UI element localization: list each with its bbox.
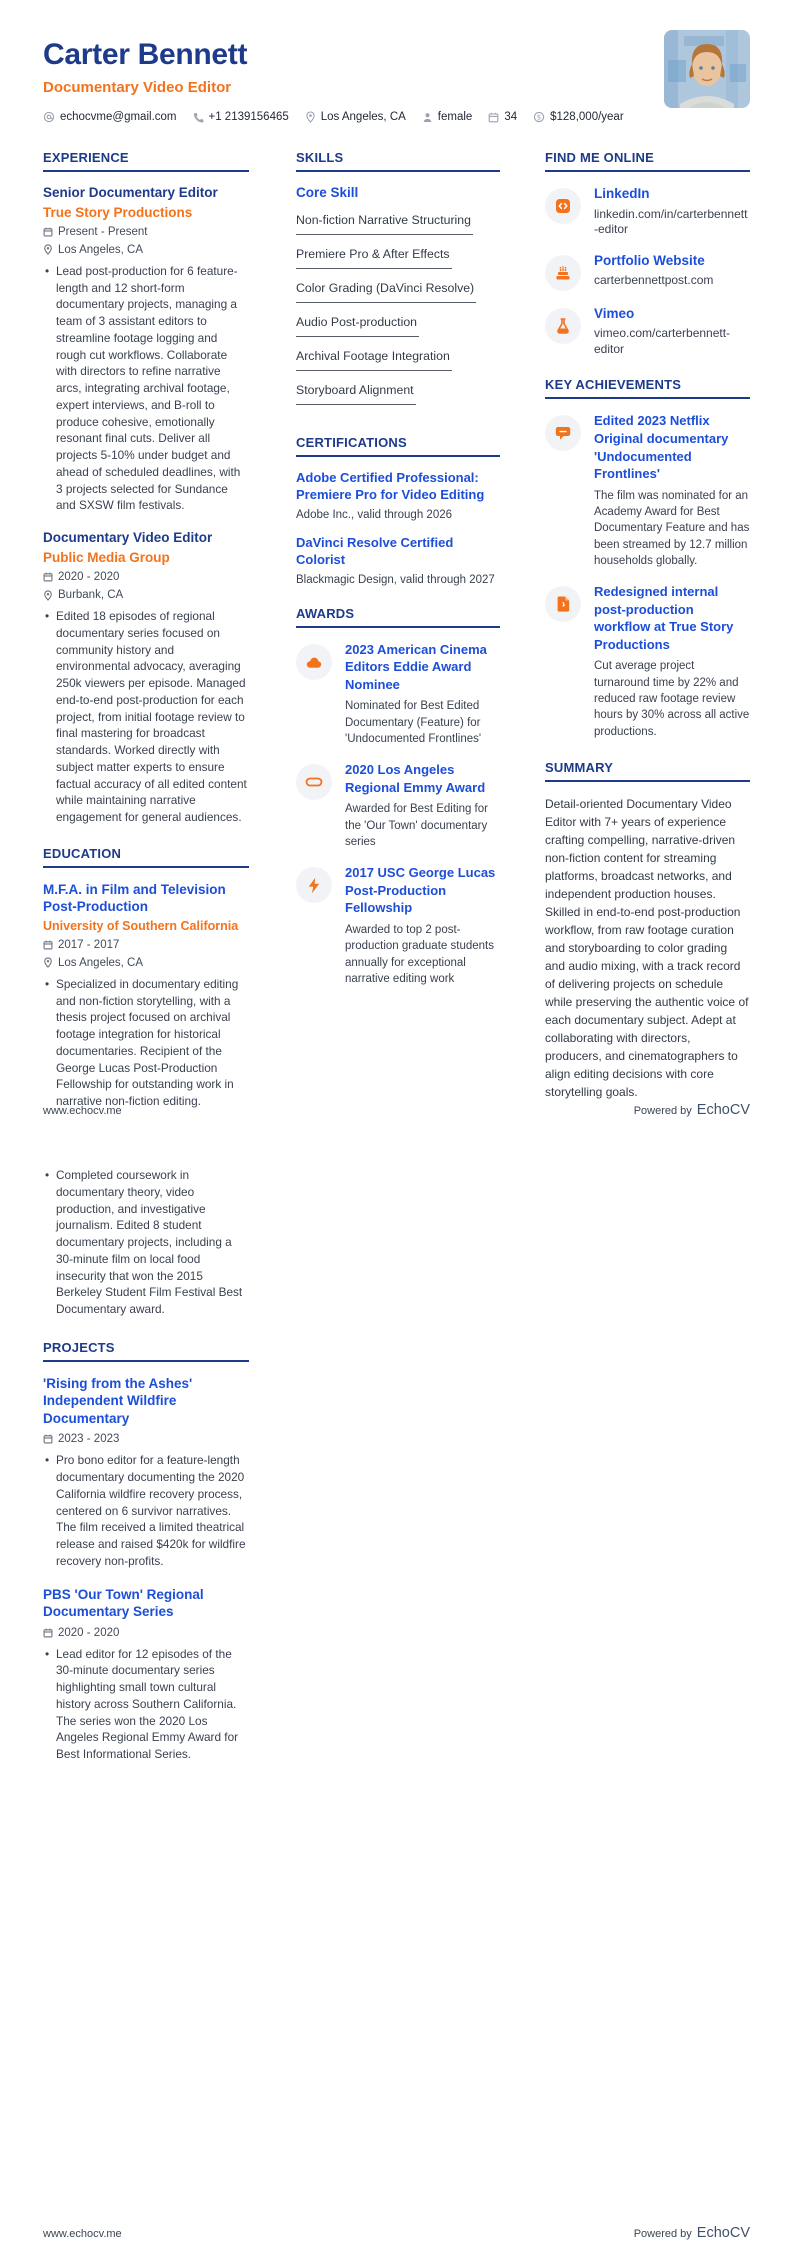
project-entry	[43, 1586, 249, 1763]
award-name: 2020 Los Angeles Regional Emmy Award	[345, 762, 486, 795]
education-bullet: • Specialized in documentary editing and non-fiction storytelling, with a thesis project focused on archival footage integration for historical documentaries. Recipient of the George Lucas Post-Production Fellowship for outstanding work in narrative non-fiction editing.	[43, 976, 249, 1110]
footer-site-link[interactable]: www.echocv.me	[43, 1105, 122, 1117]
certification-entry	[296, 535, 500, 586]
left-column-page-2	[43, 1167, 249, 1783]
profile-url[interactable]: vimeo.com/carterbennett-editor	[594, 326, 731, 356]
skill-group-label: Core Skill	[296, 185, 359, 200]
project-dates: 2023 - 2023	[43, 1433, 249, 1445]
section-heading-find-me-online: FIND ME ONLINE	[545, 150, 750, 172]
calendar-icon	[43, 940, 53, 950]
location-pin-icon	[43, 590, 53, 601]
award-desc: Awarded to top 2 post-production graduate students annually for exceptional narrative editing work	[345, 923, 494, 985]
calendar-icon	[43, 572, 53, 582]
lightning-icon	[296, 867, 332, 903]
award-entry	[296, 864, 500, 987]
svg-text:$: $	[536, 113, 542, 122]
footer-powered-by: Powered by EchoCV	[633, 1102, 750, 1118]
calendar-icon	[43, 1628, 53, 1638]
skill-item: Color Grading (DaVinci Resolve)	[296, 281, 476, 303]
certification-name: DaVinci Resolve Certified Colorist	[296, 534, 454, 567]
pill-icon	[296, 764, 332, 800]
skill-item: Audio Post-production	[296, 315, 419, 337]
vimeo-flask-icon	[545, 308, 581, 344]
school-name: University of Southern California	[43, 918, 239, 933]
contact-age: 34	[488, 111, 517, 123]
certification-org: Adobe Inc., valid through 2026	[296, 508, 453, 521]
company-name: Public Media Group	[43, 550, 170, 565]
certification-org: Blackmagic Design, valid through 2027	[296, 573, 495, 586]
profile-url[interactable]: carterbennettpost.com	[594, 273, 714, 288]
education-entry	[43, 881, 249, 1110]
profile-url[interactable]: linkedin.com/in/carterbennett-editor	[594, 206, 748, 237]
education-dates: 2017 - 2017	[43, 939, 249, 951]
echocv-brand: EchoCV	[696, 2225, 750, 2241]
summary-section	[545, 760, 750, 1101]
education-entry-continued	[43, 1167, 249, 1318]
right-column	[545, 150, 750, 1121]
job-bullet: • Edited 18 episodes of regional documentary series focused on community history and environmental advocacy, averaging 250k viewers per episode. Managed end-to-end post-production for each project, from initial footage review to final mastering for broadcast standards. Worked directly with subject matter experts to ensure factual accuracy of all edited content while maintaining narrative engagement for general audiences.	[43, 608, 249, 826]
candidate-name: Carter Bennett	[43, 38, 248, 71]
cloud-icon	[296, 644, 332, 680]
calendar-icon	[43, 227, 53, 237]
contact-email[interactable]: echocvme@gmail.com	[43, 111, 177, 123]
footer-powered-by: Powered by EchoCV	[633, 2225, 750, 2241]
find-me-online-section	[545, 150, 750, 357]
project-title: PBS 'Our Town' Regional Documentary Series	[43, 1586, 204, 1620]
award-desc: Nominated for Best Edited Documentary (Feature) for 'Undocumented Frontlines'	[345, 700, 482, 745]
left-column	[43, 150, 249, 1123]
company-name: True Story Productions	[43, 204, 193, 220]
document-icon	[545, 586, 581, 622]
certification-name: Adobe Certified Professional: Premiere Pro for Video Editing	[296, 470, 485, 502]
contact-gender: female	[422, 111, 473, 123]
experience-entry	[43, 185, 249, 514]
profile-label: LinkedIn	[594, 186, 650, 201]
person-icon	[422, 112, 433, 123]
experience-entry	[43, 530, 249, 826]
job-location: Burbank, CA	[43, 589, 249, 601]
award-desc: Awarded for Best Editing for the 'Our Town' documentary series	[345, 803, 488, 848]
education-bullet: • Completed coursework in documentary theory, video production, and investigative journalism. Edited 8 student documentary projects, including a 30-minute film on local food insecurity that won the 2015 Berkeley Student Film Festival Best Documentary award.	[43, 1167, 249, 1318]
project-dates: 2020 - 2020	[43, 1627, 249, 1639]
skills-section	[296, 150, 500, 415]
certifications-section	[296, 435, 500, 586]
profile-label: Vimeo	[594, 305, 635, 321]
location-pin-icon	[305, 111, 316, 123]
skill-item: Storyboard Alignment	[296, 383, 416, 405]
project-bullet: • Lead editor for 12 episodes of the 30-minute documentary series highlighting small town cultural history across Southern California. The series won the 2020 Los Angeles Regional Emmy Award for Best Informational Series.	[43, 1646, 249, 1763]
contact-location: Los Angeles, CA	[305, 111, 406, 123]
project-entry	[43, 1375, 249, 1570]
section-heading-experience: EXPERIENCE	[43, 150, 249, 172]
skill-item: Premiere Pro & After Effects	[296, 247, 452, 269]
linkedin-icon	[545, 188, 581, 224]
certification-entry	[296, 470, 500, 521]
skill-item: Non-fiction Narrative Structuring	[296, 213, 473, 235]
job-role: Senior Documentary Editor	[43, 185, 218, 200]
resume-page-2	[0, 1123, 794, 2246]
award-entry	[296, 641, 500, 748]
project-bullet: • Pro bono editor for a feature-length documentary documenting the 2020 California wildfire recovery process, centered on 6 survivor narratives. The film received a limited theatrical release and raised $420k for wildfire recovery non-profits.	[43, 1452, 249, 1569]
achievement-title: Edited 2023 Netflix Original documentary 'Undocumented Frontlines'	[594, 413, 729, 482]
section-heading-skills: SKILLS	[296, 150, 500, 172]
achievement-entry	[545, 412, 750, 569]
achievement-desc: The film was nominated for an Academy Award for Best Documentary Feature and has been streamed by 12.7 million households globally.	[594, 489, 750, 567]
candidate-job-title: Documentary Video Editor	[43, 79, 232, 96]
online-profile-entry	[545, 305, 750, 358]
page-footer	[43, 2224, 750, 2242]
skill-item: Archival Footage Integration	[296, 349, 452, 371]
summary-text: Detail-oriented Documentary Video Editor with 7+ years of experience crafting compelling, narrative-driven non-fiction content for streaming platforms, broadcast networks, and independent production houses. Skilled in end-to-end post-production workflow, from raw footage curation and storyboarding to color grading and audio mixing, with a track record of delivering projects on schedule while preserving the authentic voice of each documentary subject. Adept at collaborating with directors, producers, and cinematographers to align editing decisions with core storytelling goals.	[545, 797, 749, 1100]
section-heading-certifications: CERTIFICATIONS	[296, 435, 500, 457]
job-location: Los Angeles, CA	[43, 244, 249, 256]
awards-section	[296, 606, 500, 988]
money-icon	[533, 111, 545, 123]
job-dates: 2020 - 2020	[43, 571, 249, 583]
job-dates: Present - Present	[43, 226, 249, 238]
email-icon	[43, 111, 55, 123]
achievement-desc: Cut average project turnaround time by 22% and reduced raw footage review hours by 30% across all active productions.	[594, 660, 750, 738]
phone-icon	[193, 112, 204, 123]
education-location: Los Angeles, CA	[43, 957, 249, 969]
contact-row	[43, 111, 643, 123]
profile-label: Portfolio Website	[594, 252, 705, 268]
contact-salary: $ $128,000/year	[533, 111, 624, 123]
projects-section	[43, 1340, 249, 1763]
chat-bubble-icon	[545, 415, 581, 451]
degree-title: M.F.A. in Film and Television Post-Production	[43, 881, 226, 915]
location-pin-icon	[43, 957, 53, 968]
middle-column	[296, 150, 500, 1007]
online-profile-entry	[545, 252, 750, 291]
section-heading-key-achievements: KEY ACHIEVEMENTS	[545, 377, 750, 399]
calendar-icon	[43, 1434, 53, 1444]
online-profile-entry	[545, 185, 750, 238]
award-name: 2023 American Cinema Editors Eddie Award Nominee	[345, 641, 487, 692]
contact-phone: +1 2139156465	[193, 111, 289, 123]
page-footer	[43, 1101, 750, 1119]
portfolio-cake-icon	[545, 255, 581, 291]
job-bullet: • Lead post-production for 6 feature-length and 12 short-form documentary projects, managing a team of 3 assistant editors to streamline footage logging and rough cut workflows. Collaborate with directors to refine narrative arcs, integrating archival footage, expert interviews, and B-roll to produce cohesive, emotionally resonant final cuts. Deliver all projects 5-10% under budget and ahead of scheduled deadlines, with 3 projects selected for Sundance and SXSW film festivals.	[43, 263, 249, 514]
location-pin-icon	[43, 244, 53, 255]
award-name: 2017 USC George Lucas Post-Production Fellowship	[345, 865, 496, 916]
resume-header	[43, 38, 643, 123]
achievement-entry	[545, 583, 750, 740]
key-achievements-section	[545, 377, 750, 740]
section-heading-summary: SUMMARY	[545, 760, 750, 782]
section-heading-awards: AWARDS	[296, 606, 500, 628]
achievement-title: Redesigned internal post-production workflow at True Story Productions	[594, 584, 734, 652]
calendar-icon	[488, 112, 499, 123]
section-heading-projects: PROJECTS	[43, 1340, 249, 1362]
experience-section	[43, 150, 249, 826]
job-role: Documentary Video Editor	[43, 530, 213, 546]
section-heading-education: EDUCATION	[43, 846, 249, 868]
echocv-brand: EchoCV	[696, 1102, 750, 1118]
footer-site-link[interactable]: www.echocv.me	[43, 2228, 122, 2240]
project-title: 'Rising from the Ashes' Independent Wildfire Documentary	[43, 1375, 193, 1426]
education-section	[43, 846, 249, 1123]
award-entry	[296, 761, 500, 850]
profile-photo	[664, 30, 750, 108]
